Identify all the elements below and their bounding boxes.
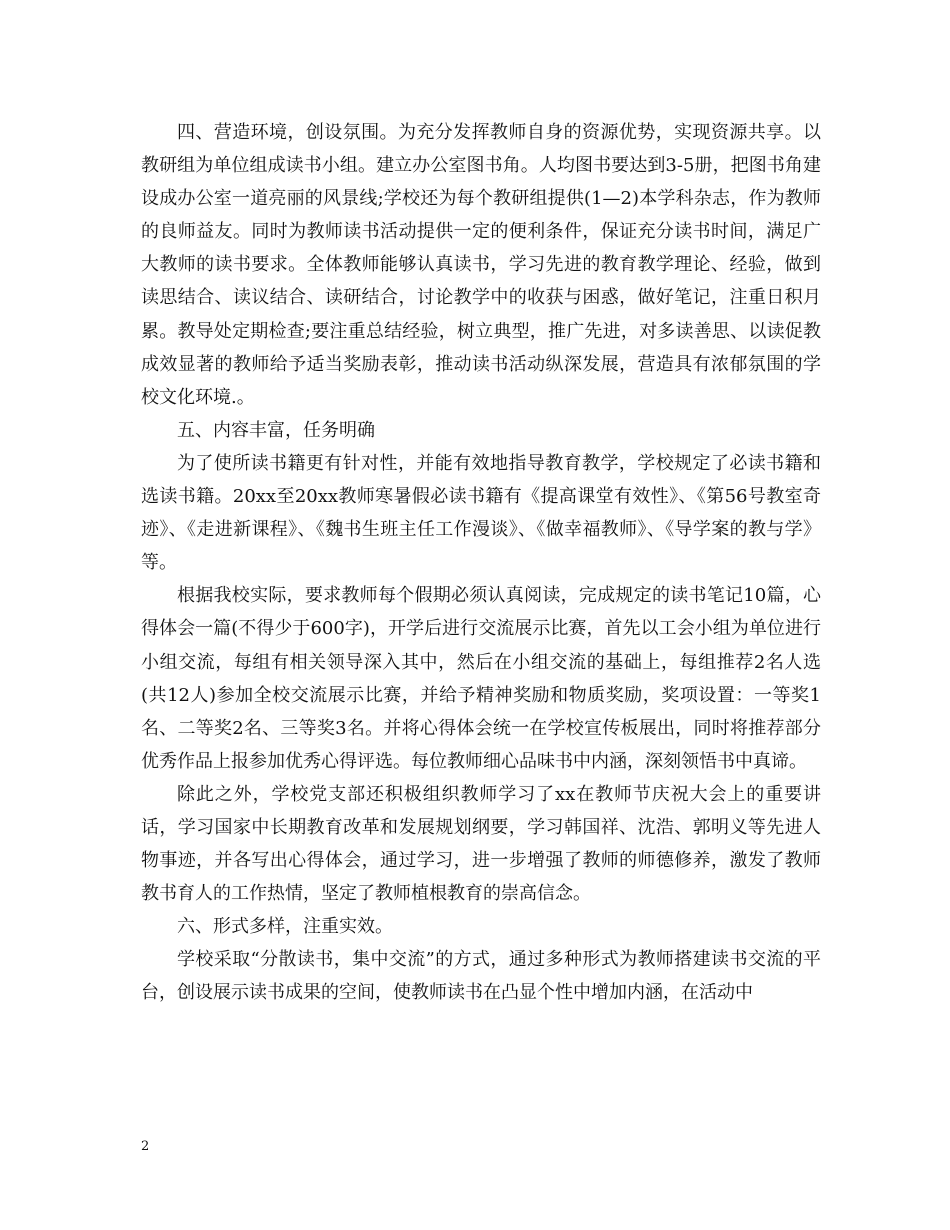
document-body (141, 116, 821, 1010)
paragraph-reading-notes: 根据我校实际，要求教师每个假期必须认真阅读，完成规定的读书笔记10篇，心得体会一篇(不得少于600字)，开学后进行交流展示比赛，首先以工会小组为单位进行小组交流，每组有相关领导深入其中，然后在小组交流的基础上，每组推荐2名人选(共12人)参加全校交流展示比赛，并给予精神奖励和物质奖励，奖项设置：一等奖1名、二等奖2名、三等奖3名。并将心得体会统一在学校宣传板展出，同时将推荐部分优秀作品上报参加优秀心得评选。每位教师细心品味书中内涵，深刻领悟书中真谛。 (141, 585, 821, 772)
page-number: 2 (141, 1139, 150, 1154)
paragraph-party-study: 除此之外，学校党支部还积极组织教师学习了xx在教师节庆祝大会上的重要讲话，学习国家中长期教育改革和发展规划纲要，学习韩国祥、沈浩、郭明义等先进人物事迹，并各写出心得体会，通过学习，进一步增强了教师的师德修养，激发了教师教书育人的工作热情，坚定了教师植根教育的崇高信念。 (141, 783, 821, 905)
paragraph-exchange-platform: 学校采取“分散读书，集中交流”的方式，通过多种形式为教师搭建读书交流的平台，创设展示读书成果的空间，使教师读书在凸显个性中增加内涵，在活动中 (141, 949, 821, 1004)
paragraph-required-books: 为了使所读书籍更有针对性，并能有效地指导教育教学，学校规定了必读书籍和选读书籍。20xx至20xx教师寒暑假必读书籍有《提高课堂有效性》、《第56号教室奇迹》、《走进新课程》、《魏书生班主任工作漫谈》、《做幸福教师》、《导学案的教与学》等。 (141, 452, 821, 574)
heading-section-six: 六、形式多样，注重实效。 (177, 916, 393, 938)
heading-section-five: 五、内容丰富，任务明确 (177, 419, 375, 441)
paragraph-section-four: 四、营造环境，创设氛围。为充分发挥教师自身的资源优势，实现资源共享。以教研组为单位组成读书小组。建立办公室图书角。人均图书要达到3-5册，把图书角建设成办公室一道亮丽的风景线;学校还为每个教研组提供(1—2)本学科杂志，作为教师的良师益友。同时为教师读书活动提供一定的便利条件，保证充分读书时间，满足广大教师的读书要求。全体教师能够认真读书，学习先进的教育教学理论、经验，做到读思结合、读议结合、读研结合，讨论教学中的收获与困惑，做好笔记，注重日积月累。教导处定期检查;要注重总结经验，树立典型，推广先进，对多读善思、以读促教成效显著的教师给予适当奖励表彰，推动读书活动纵深发展，营造具有浓郁氛围的学校文化环境.。 (141, 122, 821, 408)
